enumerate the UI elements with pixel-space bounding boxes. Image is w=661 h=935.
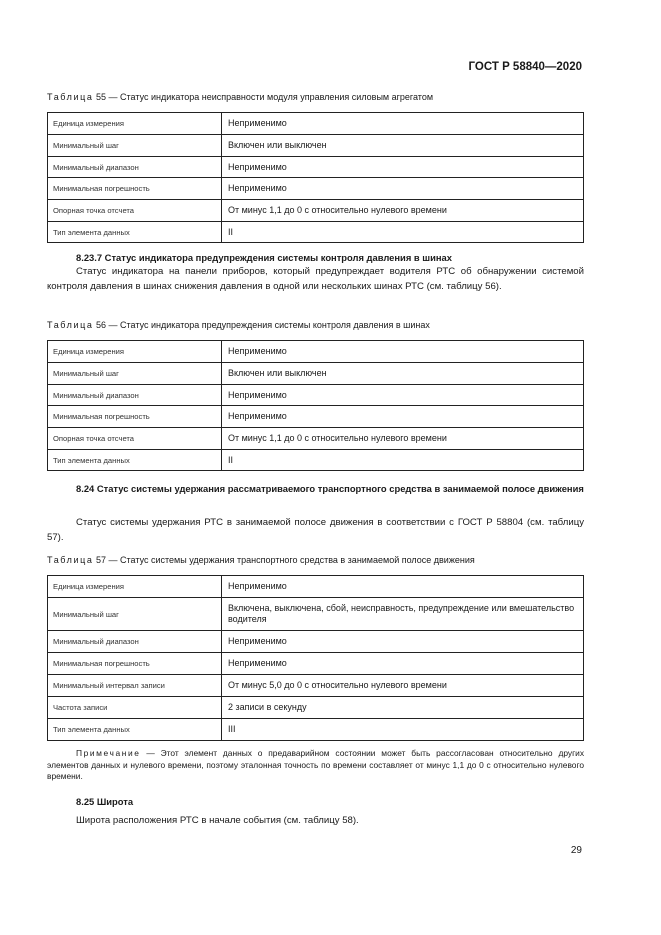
caption-word: Таблица [47, 92, 94, 102]
table-row [48, 363, 584, 385]
section-8-24-heading: 8.24 Статус системы удержания рассматриваемого транспортного средства в занимаемой полосе движения [76, 483, 584, 494]
row-value: III [222, 719, 584, 741]
row-key: Опорная точка отсчета [48, 428, 222, 450]
row-value: II [222, 222, 584, 243]
row-value: Неприменимо [222, 341, 584, 363]
section-8-25-heading: 8.25 Широта [76, 796, 134, 807]
table-55 [47, 112, 584, 243]
row-key: Минимальный интервал записи [48, 675, 222, 697]
note-label: Примечание [76, 748, 141, 758]
row-value: II [222, 450, 584, 471]
row-value: Неприменимо [222, 406, 584, 428]
row-key: Минимальная погрешность [48, 406, 222, 428]
table-57-caption [47, 555, 475, 565]
row-key: Минимальный диапазон [48, 385, 222, 406]
row-key: Минимальный шаг [48, 598, 222, 631]
table-row [48, 157, 584, 178]
table-row [48, 675, 584, 697]
table-row [48, 385, 584, 406]
table-row [48, 719, 584, 741]
row-value: Включен или выключен [222, 135, 584, 157]
row-value: Неприменимо [222, 653, 584, 675]
row-key: Тип элемента данных [48, 450, 222, 471]
row-key: Тип элемента данных [48, 222, 222, 243]
row-key: Единица измерения [48, 113, 222, 135]
table-row [48, 341, 584, 363]
section-8-24-text: Статус системы удержания РТС в занимаемой полосе движения в соответствии с ГОСТ Р 58804 (см. таблицу 57). [47, 517, 584, 543]
caption-text: 56 — Статус индикатора предупреждения системы контроля давления в шинах [96, 320, 430, 330]
table-56 [47, 340, 584, 471]
standard-number: ГОСТ Р 58840—2020 [468, 61, 582, 73]
caption-word: Таблица [47, 555, 94, 565]
table-57 [47, 575, 584, 741]
row-key: Минимальная погрешность [48, 178, 222, 200]
row-key: Минимальный шаг [48, 363, 222, 385]
row-value: Включен или выключен [222, 363, 584, 385]
section-8-25-text: Широта расположения РТС в начале события (см. таблицу 58). [76, 815, 359, 826]
row-key: Минимальная погрешность [48, 653, 222, 675]
table-row [48, 200, 584, 222]
caption-word: Таблица [47, 320, 94, 330]
row-value: Неприменимо [222, 576, 584, 598]
row-value: Неприменимо [222, 631, 584, 653]
row-value: Неприменимо [222, 178, 584, 200]
caption-text: 57 — Статус системы удержания транспортного средства в занимаемой полосе движения [96, 555, 475, 565]
row-key: Тип элемента данных [48, 719, 222, 741]
row-key: Опорная точка отсчета [48, 200, 222, 222]
table-row [48, 576, 584, 598]
row-value: Включена, выключена, сбой, неисправность, предупреждение или вмешательство водителя [222, 598, 584, 631]
row-value: 2 записи в секунду [222, 697, 584, 719]
table-row [48, 598, 584, 631]
row-value: От минус 1,1 до 0 с относительно нулевого времени [222, 200, 584, 222]
note-text: — Этот элемент данных о предаварийном состоянии может быть рассогласован относительно других элементов данных и нулевого времени, поэтому эталонная точность по времени составляет от минус 1,1 до 0 с относительно нулевого времени. [47, 748, 585, 781]
table-row [48, 178, 584, 200]
row-value: От минус 1,1 до 0 с относительно нулевого времени [222, 428, 584, 450]
table-55-caption [47, 92, 433, 102]
row-value: Неприменимо [222, 113, 584, 135]
row-value: Неприменимо [222, 385, 584, 406]
page-number: 29 [570, 845, 582, 856]
row-key: Единица измерения [48, 576, 222, 598]
section-8-23-7-text: Статус индикатора на панели приборов, который предупреждает водителя РТС об обнаружении системой контроля давления в шинах снижения давления в одной или нескольких шинах РТС (см. таблицу 56). [47, 266, 584, 292]
table-row [48, 653, 584, 675]
row-key: Частота записи [48, 697, 222, 719]
section-8-23-7-heading: 8.23.7 Статус индикатора предупреждения системы контроля давления в шинах [76, 252, 452, 263]
row-key: Минимальный шаг [48, 135, 222, 157]
row-value: От минус 5,0 до 0 с относительно нулевого времени [222, 675, 584, 697]
table-row [48, 222, 584, 243]
table-57-note [47, 748, 584, 783]
table-row [48, 697, 584, 719]
table-row [48, 450, 584, 471]
table-row [48, 135, 584, 157]
row-value: Неприменимо [222, 157, 584, 178]
table-56-caption [47, 320, 430, 330]
table-row [48, 631, 584, 653]
row-key: Минимальный диапазон [48, 631, 222, 653]
caption-text: 55 — Статус индикатора неисправности модуля управления силовым агрегатом [96, 92, 434, 102]
table-row [48, 406, 584, 428]
row-key: Минимальный диапазон [48, 157, 222, 178]
table-row [48, 113, 584, 135]
table-row [48, 428, 584, 450]
row-key: Единица измерения [48, 341, 222, 363]
